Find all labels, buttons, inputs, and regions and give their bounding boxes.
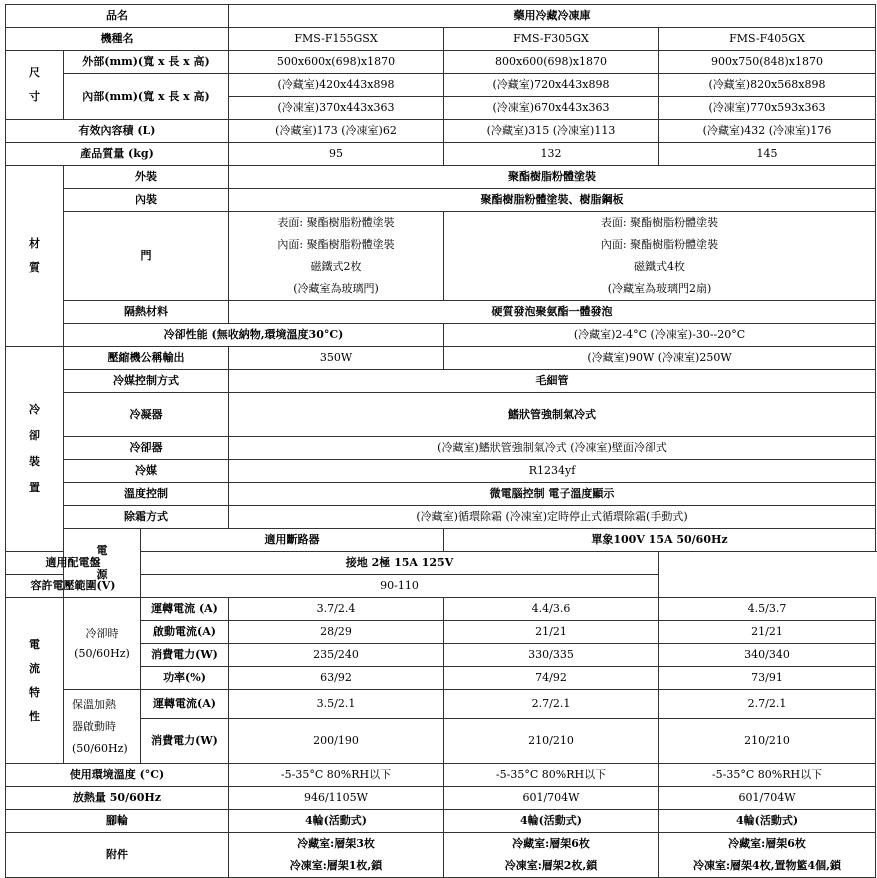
env-temp-1: -5-35°C 80%RH以下 xyxy=(229,764,444,787)
casters-3: 4輪(活動式) xyxy=(659,810,876,833)
exterior-1: 500x600x(698)x1870 xyxy=(229,51,444,74)
heater-run-current-1: 3.5/2.1 xyxy=(229,690,444,719)
mass-2: 132 xyxy=(444,143,659,166)
label-inner-shell: 內裝 xyxy=(64,189,229,212)
label-material-text: 材質 xyxy=(29,237,40,274)
volume-1: (冷藏室)173 (冷凍室)62 xyxy=(229,120,444,143)
door-a-3: 磁鐵式2枚 xyxy=(229,256,444,278)
power-factor-1: 63/92 xyxy=(229,667,444,690)
row-cooler xyxy=(6,437,876,460)
power-consumption-2: 330/335 xyxy=(444,644,659,667)
heater-run-current-2: 2.7/2.1 xyxy=(444,690,659,719)
label-size xyxy=(6,51,64,120)
row-voltage-range xyxy=(6,575,876,598)
label-voltage-range: 容許電壓範圍(V) xyxy=(6,575,141,598)
row-interior-fridge xyxy=(6,74,876,97)
label-condenser: 冷凝器 xyxy=(64,393,229,437)
accessories-1-1: 冷藏室:層架3枚 xyxy=(229,833,444,856)
row-outer-shell xyxy=(6,166,876,189)
interior-fridge-2: (冷藏室)720x443x898 xyxy=(444,74,659,97)
row-breaker xyxy=(6,529,876,552)
label-power-consumption: 消費電力(W) xyxy=(141,644,229,667)
value-breaker: 單象100V 15A 50/60Hz xyxy=(444,529,876,552)
run-current-1: 3.7/2.4 xyxy=(229,598,444,621)
row-heater-run-current xyxy=(6,690,876,719)
value-product-name: 藥用冷藏冷凍庫 xyxy=(229,5,876,28)
value-outer-shell: 聚酯樹脂粉體塗裝 xyxy=(229,166,876,189)
row-accessories-1 xyxy=(6,833,876,856)
door-a-1: 表面: 聚酯樹脂粉體塗裝 xyxy=(229,212,444,235)
label-cooling-time: 冷卻時 xyxy=(85,626,119,640)
door-a-4: (冷藏室為玻璃門) xyxy=(229,278,444,301)
heat-release-2: 601/704W xyxy=(444,787,659,810)
label-electrical-text: 電流特性 xyxy=(29,637,40,723)
label-heater-run-current: 運轉電流(A) xyxy=(141,690,229,719)
interior-freezer-1: (冷凍室)370x443x363 xyxy=(229,97,444,120)
value-temp-control: 微電腦控制 電子溫度顯示 xyxy=(229,483,876,506)
start-current-1: 28/29 xyxy=(229,621,444,644)
exterior-2: 800x600(698)x1870 xyxy=(444,51,659,74)
value-compressor-b: (冷藏室)90W (冷凍室)250W xyxy=(444,347,876,370)
label-insulation: 隔熱材料 xyxy=(64,301,229,324)
label-temp-control: 溫度控制 xyxy=(64,483,229,506)
row-volume xyxy=(6,120,876,143)
volume-3: (冷藏室)432 (冷凍室)176 xyxy=(659,120,876,143)
label-outlet: 適用配電盤 xyxy=(6,552,141,575)
value-cooling-perf: (冷藏室)2-4°C (冷凍室)-30--20°C xyxy=(444,324,876,347)
value-insulation: 硬質發泡聚氨酯一體發泡 xyxy=(229,301,876,324)
row-inner-shell xyxy=(6,189,876,212)
label-heater-group-2: 器啟動時 xyxy=(72,719,116,733)
label-door: 門 xyxy=(64,212,229,301)
door-b-1: 表面: 聚酯樹脂粉體塗裝 xyxy=(444,212,876,235)
label-cooling-perf: 冷卻性能 (無收納物,環境溫度30°C) xyxy=(64,324,444,347)
value-outlet: 接地 2極 15A 125V xyxy=(141,552,659,575)
value-compressor-a: 350W xyxy=(229,347,444,370)
value-refrigerant-control: 毛細管 xyxy=(229,370,876,393)
label-electrical xyxy=(6,598,64,764)
interior-freezer-3: (冷凍室)770x593x363 xyxy=(659,97,876,120)
model-3: FMS-F405GX xyxy=(659,28,876,51)
power-consumption-1: 235/240 xyxy=(229,644,444,667)
row-compressor xyxy=(6,347,876,370)
value-refrigerant: R1234yf xyxy=(229,460,876,483)
label-accessories: 附件 xyxy=(6,833,229,878)
value-inner-shell: 聚酯樹脂粉體塗裝、樹脂鋼板 xyxy=(229,189,876,212)
label-defrost: 除霜方式 xyxy=(64,506,229,529)
label-start-current: 啟動電流(A) xyxy=(141,621,229,644)
exterior-3: 900x750(848)x1870 xyxy=(659,51,876,74)
row-cooling-perf xyxy=(6,324,876,347)
label-refrigerant: 冷媒 xyxy=(64,460,229,483)
label-size-text: 尺寸 xyxy=(29,66,40,103)
run-current-2: 4.4/3.6 xyxy=(444,598,659,621)
power-factor-3: 73/91 xyxy=(659,667,876,690)
door-b-4: (冷藏室為玻璃門2扇) xyxy=(444,278,876,301)
spec-table xyxy=(5,4,876,878)
heat-release-3: 601/704W xyxy=(659,787,876,810)
start-current-3: 21/21 xyxy=(659,621,876,644)
label-compressor: 壓縮機公稱輸出 xyxy=(64,347,229,370)
label-cooling-time-group xyxy=(64,598,141,690)
label-run-current: 運轉電流 (A) xyxy=(141,598,229,621)
label-cooling-device-text: 冷卻裝置 xyxy=(29,403,40,494)
accessories-1-2: 冷藏室:層架6枚 xyxy=(444,833,659,856)
accessories-2-1: 冷凍室:層架1枚,鎖 xyxy=(229,855,444,878)
label-interior: 內部(mm)(寬 x 長 x 高) xyxy=(64,74,229,120)
row-mass xyxy=(6,143,876,166)
label-product-name: 品名 xyxy=(6,5,229,28)
value-condenser: 鰭狀管強制氣冷式 xyxy=(229,393,876,437)
heater-power-3: 210/210 xyxy=(659,719,876,764)
accessories-2-3: 冷凍室:層架4枚,置物籃4個,鎖 xyxy=(659,855,876,878)
heat-release-1: 946/1105W xyxy=(229,787,444,810)
env-temp-2: -5-35°C 80%RH以下 xyxy=(444,764,659,787)
casters-2: 4輪(活動式) xyxy=(444,810,659,833)
label-heat-release: 放熱量 50/60Hz xyxy=(6,787,229,810)
label-heater-group-1: 保溫加熱 xyxy=(72,697,116,711)
label-heater-group-hz: (50/60Hz) xyxy=(72,741,128,755)
row-temp-control xyxy=(6,483,876,506)
row-defrost xyxy=(6,506,876,529)
label-breaker: 適用斷路器 xyxy=(141,529,444,552)
label-cooling-device xyxy=(6,347,64,552)
label-outer-shell: 外裝 xyxy=(64,166,229,189)
row-env-temp xyxy=(6,764,876,787)
row-refrigerant-control xyxy=(6,370,876,393)
interior-fridge-3: (冷藏室)820x568x898 xyxy=(659,74,876,97)
row-heat-release xyxy=(6,787,876,810)
label-env-temp: 使用環境溫度 (°C) xyxy=(6,764,229,787)
row-run-current xyxy=(6,598,876,621)
label-heater-group xyxy=(64,690,141,764)
row-refrigerant xyxy=(6,460,876,483)
volume-2: (冷藏室)315 (冷凍室)113 xyxy=(444,120,659,143)
model-1: FMS-F155GSX xyxy=(229,28,444,51)
value-defrost: (冷藏室)循環除霜 (冷凍室)定時停止式循環除霜(手動式) xyxy=(229,506,876,529)
row-insulation xyxy=(6,301,876,324)
row-condenser xyxy=(6,393,876,437)
label-cooler: 冷卻器 xyxy=(64,437,229,460)
door-a-2: 內面: 聚酯樹脂粉體塗裝 xyxy=(229,234,444,256)
casters-1: 4輪(活動式) xyxy=(229,810,444,833)
door-b-2: 內面: 聚酯樹脂粉體塗裝 xyxy=(444,234,876,256)
heater-power-2: 210/210 xyxy=(444,719,659,764)
label-volume: 有效內容積 (L) xyxy=(6,120,229,143)
accessories-1-3: 冷藏室:層架6枚 xyxy=(659,833,876,856)
label-power-text: 電源 xyxy=(96,544,108,581)
power-factor-2: 74/92 xyxy=(444,667,659,690)
row-model-name xyxy=(6,28,876,51)
label-casters: 腳輪 xyxy=(6,810,229,833)
row-product-name xyxy=(6,5,876,28)
label-refrigerant-control: 冷媒控制方式 xyxy=(64,370,229,393)
label-heater-power: 消費電力(W) xyxy=(141,719,229,764)
start-current-2: 21/21 xyxy=(444,621,659,644)
mass-3: 145 xyxy=(659,143,876,166)
interior-fridge-1: (冷藏室)420x443x898 xyxy=(229,74,444,97)
value-cooler: (冷藏室)鰭狀管強制氣冷式 (冷凍室)壁面冷卻式 xyxy=(229,437,876,460)
label-mass: 產品質量 (kg) xyxy=(6,143,229,166)
row-door-1 xyxy=(6,212,876,235)
mass-1: 95 xyxy=(229,143,444,166)
label-exterior: 外部(mm)(寬 x 長 x 高) xyxy=(64,51,229,74)
row-casters xyxy=(6,810,876,833)
interior-freezer-2: (冷凍室)670x443x363 xyxy=(444,97,659,120)
label-model-name: 機種名 xyxy=(6,28,229,51)
row-exterior xyxy=(6,51,876,74)
label-cooling-time-hz: (50/60Hz) xyxy=(74,646,130,660)
label-material xyxy=(6,166,64,347)
door-b-3: 磁鐵式4枚 xyxy=(444,256,876,278)
power-consumption-3: 340/340 xyxy=(659,644,876,667)
heater-run-current-3: 2.7/2.1 xyxy=(659,690,876,719)
heater-power-1: 200/190 xyxy=(229,719,444,764)
accessories-2-2: 冷凍室:層架2枚,鎖 xyxy=(444,855,659,878)
model-2: FMS-F305GX xyxy=(444,28,659,51)
env-temp-3: -5-35°C 80%RH以下 xyxy=(659,764,876,787)
label-power-factor: 功率(%) xyxy=(141,667,229,690)
value-voltage-range: 90-110 xyxy=(141,575,659,598)
run-current-3: 4.5/3.7 xyxy=(659,598,876,621)
row-outlet xyxy=(6,552,876,575)
